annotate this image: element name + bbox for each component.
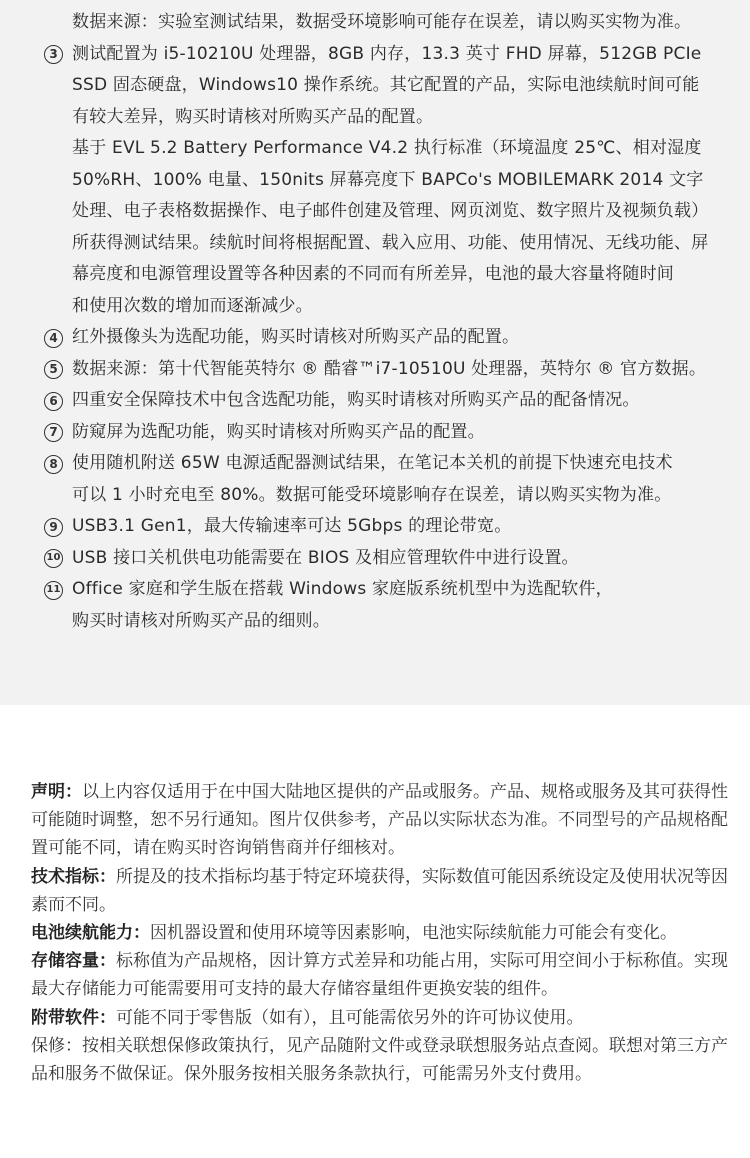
footnote-marker-4: 4: [44, 329, 63, 348]
statement-text: 以上内容仅适用于在中国大陆地区提供的产品或服务。产品、规格或服务及其可获得性可能随时调整，恕不另行通知。图片仅供参考，产品以实际状态为准。不同型号的产品规格配置可能不同，请在购买时咨询销售商并仔细核对。: [31, 782, 728, 859]
footnote-3-line-6: 处理、电子表格数据操作、电子邮件创建及管理、网页浏览、数字照片及视频负载）: [72, 201, 709, 221]
footnote-8-line-2: 可以 1 小时充电至 80%。数据可能受环境影响存在误差，请以购买实物为准。: [72, 485, 672, 505]
statement-paragraph: [31, 778, 731, 863]
battery-life-label: 电池续航能力：: [31, 923, 150, 944]
tech-spec-label: 技术指标：: [31, 866, 116, 887]
footnote-marker-7: 7: [44, 423, 63, 442]
footnote-3-line-4: 基于 EVL 5.2 Battery Performance V4.2 执行标准（环境温度 25℃、相对湿度: [72, 138, 702, 158]
battery-life-paragraph: [31, 919, 731, 947]
bundled-software-paragraph: [31, 1004, 731, 1032]
footnote-3-line-9: 和使用次数的增加而逐渐减少。: [72, 296, 313, 316]
disclaimer-section: [31, 778, 731, 1088]
footnote-marker-8: 8: [44, 455, 63, 474]
footnote-6-line-1: 四重安全保障技术中包含选配功能，购买时请核对所购买产品的配备情况。: [72, 390, 640, 410]
footnote-8-line-1: 使用随机附送 65W 电源适配器测试结果，在笔记本关机的前提下快速充电技术: [72, 453, 673, 473]
bundled-software-label: 附带软件：: [31, 1007, 116, 1028]
footnote-marker-3: 3: [44, 45, 63, 64]
warranty-paragraph: 保修：按相关联想保修政策执行，见产品随附文件或登录联想服务站点查阅。联想对第三方产品和服务不做保证。保外服务按相关服务条款执行，可能需另外支付费用。: [31, 1035, 728, 1085]
footnote-3-line-3: 有较大差异，购买时请核对所购买产品的配置。: [72, 107, 434, 127]
footnote-9-line-1: USB3.1 Gen1，最大传输速率可达 5Gbps 的理论带宽。: [72, 516, 512, 536]
footnote-marker-11: 11: [44, 581, 63, 600]
footnote-3-line-7: 所获得测试结果。续航时间将根据配置、载入应用、功能、使用情况、无线功能、屏: [72, 233, 709, 253]
footnote-marker-5: 5: [44, 360, 63, 379]
statement-label: 声明：: [31, 782, 82, 802]
storage-text: 标称值为产品规格，因计算方式差异和功能占用，实际可用空间小于标称值。实现最大存储能力可能需要用可支持的最大存储容量组件更换安装的组件。: [31, 951, 728, 1000]
footnote-marker-6: 6: [44, 392, 63, 411]
footnote-11-line-2: 购买时请核对所购买产品的细则。: [72, 611, 330, 631]
storage-paragraph: [31, 947, 731, 1003]
footnote-3-line-8: 幕亮度和电源管理设置等各种因素的不同而有所差异，电池的最大容量将随时间: [72, 264, 674, 284]
footnote-3-line-2: SSD 固态硬盘，Windows10 操作系统。其它配置的产品，实际电池续航时间可能: [72, 75, 700, 95]
footnote-7-line-1: 防窥屏为选配功能，购买时请核对所购买产品的配置。: [72, 422, 485, 442]
footnote-source-line: 数据来源：实验室测试结果，数据受环境影响可能存在误差，请以购买实物为准。: [72, 12, 692, 32]
footnote-4-line-1: 红外摄像头为选配功能，购买时请核对所购买产品的配置。: [72, 327, 520, 347]
footnote-marker-9: 9: [44, 518, 63, 537]
footnote-10-line-1: USB 接口关机供电功能需要在 BIOS 及相应管理软件中进行设置。: [72, 548, 579, 568]
footnote-3-line-5: 50%RH、100% 电量、150nits 屏幕亮度下 BAPCo's MOBILEMARK 2014 文字: [72, 170, 704, 190]
battery-life-text: 因机器设置和使用环境等因素影响，电池实际续航能力可能会有变化。: [150, 923, 677, 944]
bundled-software-text: 可能不同于零售版（如有），且可能需依另外的许可协议使用。: [116, 1007, 584, 1028]
footnote-5-line-1: 数据来源：第十代智能英特尔 ® 酷睿™i7-10510U 处理器，英特尔 ® 官方数据。: [72, 359, 707, 379]
tech-spec-paragraph: [31, 863, 731, 919]
footnote-3-line-1: 测试配置为 i5-10210U 处理器，8GB 内存，13.3 英寸 FHD 屏幕，512GB PCIe: [72, 44, 702, 64]
footnote-marker-10: 10: [44, 549, 63, 568]
storage-label: 存储容量：: [31, 951, 116, 972]
footnote-11-line-1: Office 家庭和学生版在搭载 Windows 家庭版系统机型中为选配软件，: [72, 579, 613, 599]
tech-spec-text: 所提及的技术指标均基于特定环境获得，实际数值可能因系统设定及使用状况等因素而不同。: [31, 866, 728, 915]
